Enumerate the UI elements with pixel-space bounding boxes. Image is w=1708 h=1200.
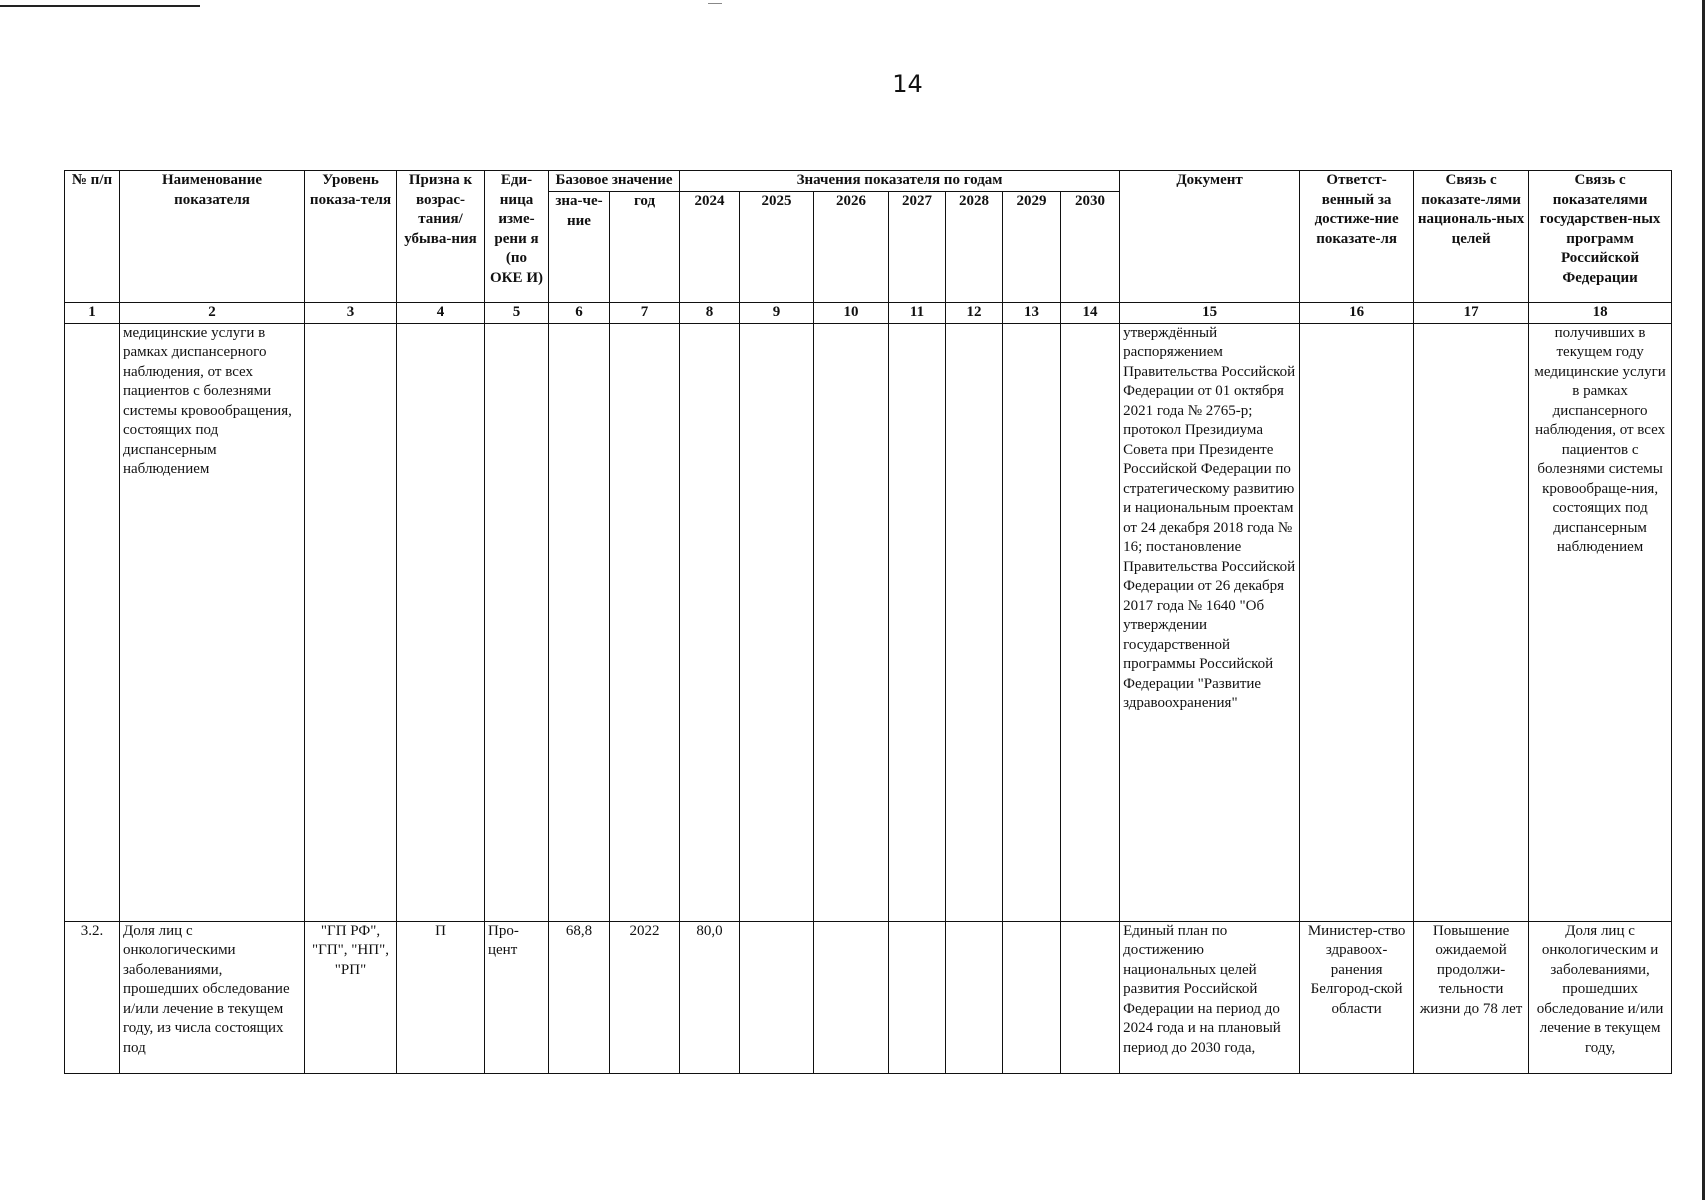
cell-year-2024: 80,0 (680, 921, 740, 1073)
cell-unit (485, 323, 549, 921)
column-number: 4 (397, 303, 485, 324)
column-number: 9 (740, 303, 814, 324)
column-number: 11 (889, 303, 946, 324)
header-level: Уровень показа-теля (305, 171, 397, 303)
column-number: 16 (1300, 303, 1414, 324)
table-row (65, 921, 1672, 1073)
cell-state-link: получивших в текущем году медицинские услуги в рамках диспансерного наблюдения, от всех пациентов с болезнями системы кровообраще-ния, состоящих под диспансерным наблюдением (1529, 323, 1672, 921)
header-sign: Призна к возрас-тания/ убыва-ния (397, 171, 485, 303)
cell-year-2028 (946, 323, 1003, 921)
column-number: 5 (485, 303, 549, 324)
header-year-2030: 2030 (1061, 192, 1120, 303)
column-number: 14 (1061, 303, 1120, 324)
header-years-group: Значения показателя по годам (680, 171, 1120, 192)
header-year-2028: 2028 (946, 192, 1003, 303)
indicators-table (64, 170, 1672, 1074)
header-year-2029: 2029 (1003, 192, 1061, 303)
cell-sign: П (397, 921, 485, 1073)
column-number: 17 (1414, 303, 1529, 324)
cell-year-2026 (814, 921, 889, 1073)
scan-artifact-tick (708, 3, 722, 4)
cell-year-2027 (889, 323, 946, 921)
cell-num (65, 323, 120, 921)
column-number: 1 (65, 303, 120, 324)
cell-base-year: 2022 (610, 921, 680, 1073)
cell-year-2026 (814, 323, 889, 921)
header-num: № п/п (65, 171, 120, 303)
header-state-link: Связь с показателями государствен-ных программ Российской Федерации (1529, 171, 1672, 303)
cell-year-2029 (1003, 323, 1061, 921)
column-number: 13 (1003, 303, 1061, 324)
cell-year-2025 (740, 921, 814, 1073)
cell-document: Единый план по достижению национальных целей развития Российской Федерации на период до 2024 года и на плановый период до 2030 года, (1120, 921, 1300, 1073)
cell-base-value: 68,8 (549, 921, 610, 1073)
header-base-value: зна-че-ние (549, 192, 610, 303)
cell-national-link (1414, 323, 1529, 921)
cell-base-year (610, 323, 680, 921)
cell-level (305, 323, 397, 921)
column-number: 3 (305, 303, 397, 324)
cell-name: медицинские услуги в рамках диспансерного наблюдения, от всех пациентов с болезнями системы кровообращения, состоящих под диспансерным наблюдением (120, 323, 305, 921)
column-number: 18 (1529, 303, 1672, 324)
header-document: Документ (1120, 171, 1300, 303)
cell-name: Доля лиц с онкологическими заболеваниями, прошедших обследование и/или лечение в текущем году, из числа состоящих под (120, 921, 305, 1073)
scan-artifact-edge (1702, 0, 1705, 1200)
cell-year-2024 (680, 323, 740, 921)
header-name: Наименование показателя (120, 171, 305, 303)
cell-responsible (1300, 323, 1414, 921)
column-number: 2 (120, 303, 305, 324)
header-responsible: Ответст-венный за достиже-ние показате-ля (1300, 171, 1414, 303)
cell-document: утверждённый распоряжением Правительства Российской Федерации от 01 октября 2021 года № 2765-р; протокол Президиума Совета при Президенте Российской Федерации по стратегическому развитию и национальным проектам от 24 декабря 2018 года № 16; постановление Правительства Российской Федерации от 26 декабря 2017 года № 1640 "Об утверждении государственной программы Российской Федерации "Развитие здравоохранения" (1120, 323, 1300, 921)
header-base-year: год (610, 192, 680, 303)
cell-national-link: Повышение ожидаемой продолжи-тельности жизни до 78 лет (1414, 921, 1529, 1073)
cell-year-2025 (740, 323, 814, 921)
table-row (65, 323, 1672, 921)
page-number: 14 (892, 70, 923, 98)
header-base: Базовое значение (549, 171, 680, 192)
cell-num: 3.2. (65, 921, 120, 1073)
column-number: 10 (814, 303, 889, 324)
cell-year-2028 (946, 921, 1003, 1073)
column-number: 15 (1120, 303, 1300, 324)
column-number: 12 (946, 303, 1003, 324)
column-number: 7 (610, 303, 680, 324)
cell-sign (397, 323, 485, 921)
column-number-row (65, 303, 1672, 324)
cell-base-value (549, 323, 610, 921)
header-unit: Еди-ница изме-рени я (по ОКЕ И) (485, 171, 549, 303)
column-number: 8 (680, 303, 740, 324)
cell-responsible: Министер-ство здравоох-ранения Белгород-ской области (1300, 921, 1414, 1073)
cell-year-2029 (1003, 921, 1061, 1073)
column-number: 6 (549, 303, 610, 324)
cell-unit: Про-цент (485, 921, 549, 1073)
cell-year-2030 (1061, 323, 1120, 921)
header-year-2027: 2027 (889, 192, 946, 303)
header-year-2026: 2026 (814, 192, 889, 303)
header-row-1 (65, 171, 1672, 192)
header-national-link: Связь с показате-лями националь-ных целей (1414, 171, 1529, 303)
cell-year-2030 (1061, 921, 1120, 1073)
header-year-2025: 2025 (740, 192, 814, 303)
header-year-2024: 2024 (680, 192, 740, 303)
cell-year-2027 (889, 921, 946, 1073)
cell-level: "ГП РФ", "ГП", "НП", "РП" (305, 921, 397, 1073)
cell-state-link: Доля лиц с онкологическим и заболеваниями, прошедших обследование и/или лечение в текущем году, (1529, 921, 1672, 1073)
scan-artifact-line (0, 5, 200, 7)
